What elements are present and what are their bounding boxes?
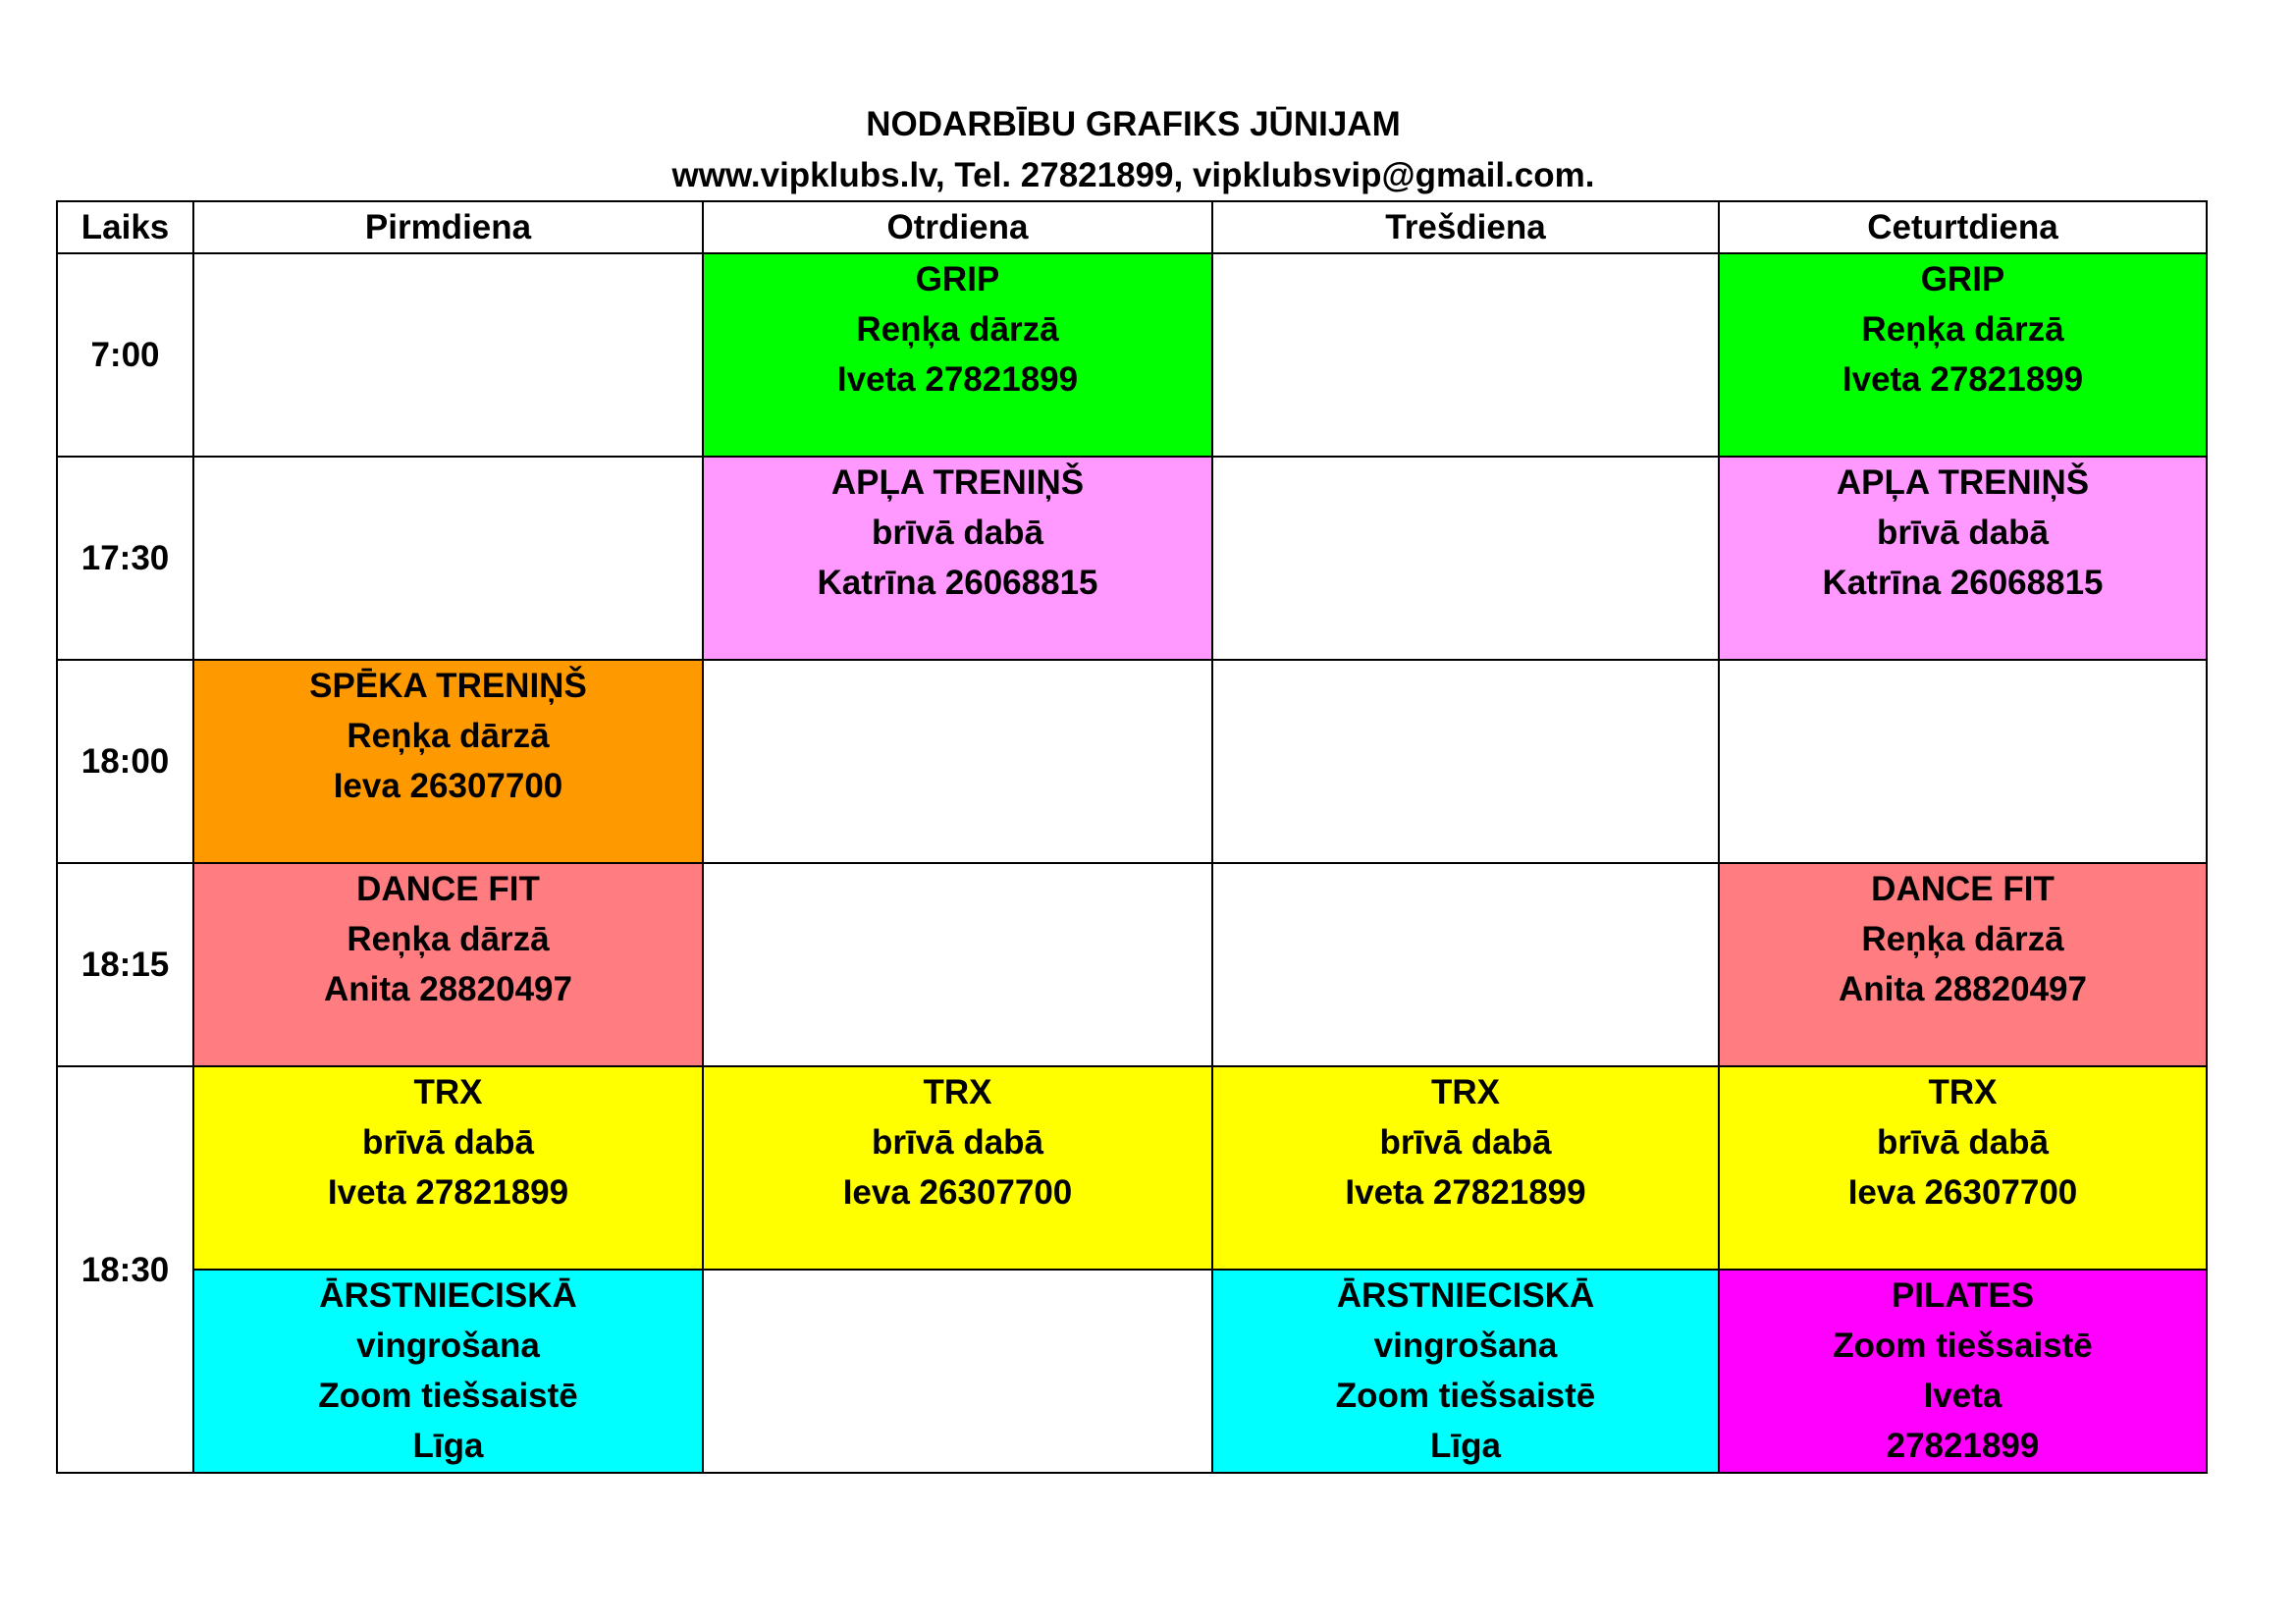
activity-detail: Līga [412,1427,484,1465]
header-day-wednesday: Trešdiena [1212,201,1719,253]
activity-name: SPĒKA TRENIŅŠ [309,667,587,705]
time-cell: 18:00 [57,660,193,863]
schedule-table [56,200,2208,1474]
activity-cell-thursday [1719,1270,2207,1473]
activity-name: ĀRSTNIECISKĀ [319,1276,577,1315]
activity-name: DANCE FIT [356,870,540,908]
activity-cell-monday [193,1066,703,1270]
activity-detail: Katrīna 26068815 [817,564,1098,602]
empty-cell [1212,863,1719,1066]
activity-name: TRX [1431,1073,1500,1111]
empty-cell [703,660,1212,863]
empty-cell [1212,660,1719,863]
table-row [57,863,2207,1066]
activity-detail: brīvā dabā [1379,1123,1552,1162]
activity-cell-wednesday [1212,1270,1719,1473]
activity-name: TRX [923,1073,992,1111]
empty-cell [193,253,703,457]
activity-detail: Anita 28820497 [324,970,572,1008]
activity-detail: vingrošana [356,1326,540,1365]
activity-detail: Ieva 26307700 [1847,1173,2078,1212]
activity-detail: Zoom tiešsaistē [1833,1326,2093,1365]
activity-name: ĀRSTNIECISKĀ [1336,1276,1595,1315]
activity-name: GRIP [1920,260,2005,298]
table-row [57,457,2207,660]
activity-detail: Reņķa dārzā [856,310,1059,349]
activity-detail: Iveta 27821899 [1345,1173,1586,1212]
activity-detail: Iveta [1923,1377,2002,1415]
activity-cell-tuesday [703,1066,1212,1270]
table-row [57,660,2207,863]
activity-detail: Anita 28820497 [1839,970,2087,1008]
empty-cell [703,1270,1212,1473]
activity-cell-thursday [1719,1066,2207,1270]
time-cell: 7:00 [57,253,193,457]
activity-detail: Reņķa dārzā [347,920,550,958]
header-row [57,201,2207,253]
header-time: Laiks [57,201,193,253]
activity-detail: vingrošana [1373,1326,1558,1365]
empty-cell [1719,660,2207,863]
activity-detail: brīvā dabā [361,1123,535,1162]
activity-detail: Reņķa dārzā [1861,310,2064,349]
activity-detail: Ieva 26307700 [333,767,563,805]
activity-detail: Zoom tiešsaistē [318,1377,578,1415]
empty-cell [1212,457,1719,660]
header-day-tuesday: Otrdiena [703,201,1212,253]
activity-detail: Iveta 27821899 [1842,360,2084,399]
page-title: NODARBĪBU GRAFIKS JŪNIJAM [866,105,1401,143]
empty-cell [1212,253,1719,457]
table-row [57,253,2207,457]
table-row [57,1066,2207,1270]
activity-detail: Iveta 27821899 [836,360,1079,399]
activity-cell-thursday [1719,253,2207,457]
contact-info: www.vipklubs.lv, Tel. 27821899, vipklubsvip@gmail.com. [671,156,1595,194]
activity-cell-thursday [1719,863,2207,1066]
header-day-monday: Pirmdiena [193,201,703,253]
activity-name: GRIP [915,260,1000,298]
activity-detail: Līga [1430,1427,1501,1465]
schedule-body [57,253,2207,1473]
activity-detail: Reņķa dārzā [1861,920,2064,958]
activity-name: TRX [1928,1073,1998,1111]
activity-cell-wednesday [1212,1066,1719,1270]
activity-name: PILATES [1891,1276,2035,1315]
activity-detail: brīvā dabā [1876,514,2050,552]
activity-detail: brīvā dabā [1876,1123,2050,1162]
activity-detail: brīvā dabā [871,514,1044,552]
empty-cell [703,863,1212,1066]
activity-detail: brīvā dabā [871,1123,1044,1162]
time-cell: 18:30 [57,1066,193,1473]
activity-cell-tuesday [703,457,1212,660]
activity-cell-tuesday [703,253,1212,457]
activity-cell-thursday [1719,457,2207,660]
activity-cell-monday [193,660,703,863]
activity-detail: Reņķa dārzā [347,717,550,755]
table-row [57,1270,2207,1473]
header-day-thursday: Ceturtdiena [1719,201,2207,253]
schedule-header [57,201,2207,253]
activity-name: APĻA TRENIŅŠ [1836,463,2090,502]
activity-detail: Iveta 27821899 [327,1173,569,1212]
activity-name: DANCE FIT [1871,870,2055,908]
activity-detail: Zoom tiešsaistē [1335,1377,1596,1415]
activity-detail: Ieva 26307700 [842,1173,1073,1212]
activity-name: APĻA TRENIŅŠ [830,463,1085,502]
time-cell: 18:15 [57,863,193,1066]
time-cell: 17:30 [57,457,193,660]
activity-detail: Katrīna 26068815 [1822,564,2104,602]
activity-cell-monday [193,863,703,1066]
activity-cell-monday [193,1270,703,1473]
activity-name: TRX [413,1073,483,1111]
empty-cell [193,457,703,660]
activity-detail: 27821899 [1886,1427,2040,1465]
